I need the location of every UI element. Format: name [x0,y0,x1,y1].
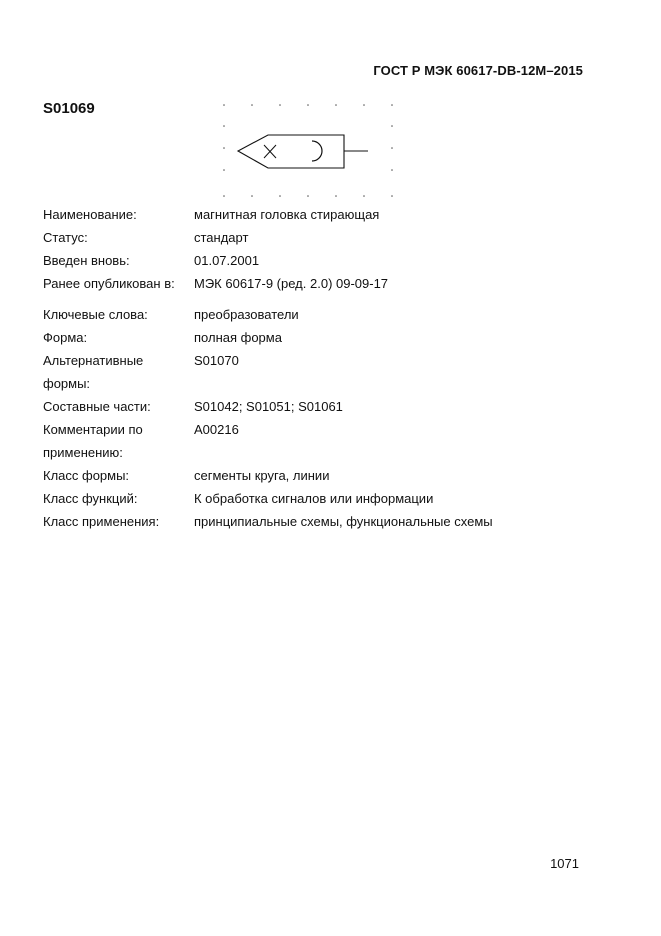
field-value: сегменты круга, линии [194,468,330,483]
field-value: магнитная головка стирающая [194,207,380,222]
field-row [43,249,493,272]
grid-dot [363,195,365,197]
grid-dot [307,195,309,197]
field-row [43,349,493,372]
grid-dot [335,195,337,197]
field-value: A00216 [194,422,239,437]
field-label: применению: [43,445,123,460]
field-row [43,510,493,533]
grid-dot [391,195,393,197]
semicircle-arc [312,141,322,161]
document-header: ГОСТ Р МЭК 60617-DB-12M–2015 [373,63,583,78]
grid-dot [223,125,225,127]
field-label: Форма: [43,330,88,345]
grid-dot [391,147,393,149]
symbol-code: S01069 [43,100,95,117]
field-value: S01070 [194,353,239,368]
field-value: 01.07.2001 [194,253,260,268]
field-value: принципиальные схемы, функциональные схемы [194,514,493,529]
field-row [43,418,493,441]
grid-dot [251,104,253,106]
field-row [43,464,493,487]
field-row [43,272,493,295]
field-label: Альтернативные [43,353,144,368]
grid-dot [223,104,225,106]
field-label: Класс формы: [43,468,130,483]
field-label: Ранее опубликован в: [43,276,175,291]
field-row [43,226,493,249]
field-row [43,303,493,326]
grid-dot [391,104,393,106]
field-label: Статус: [43,230,88,245]
grid-dot [335,104,337,106]
field-value: стандарт [194,230,249,245]
field-value: К обработка сигналов или информации [194,491,434,506]
field-label: формы: [43,376,91,391]
field-value: S01042; S01051; S01061 [194,399,343,414]
field-row [43,326,493,349]
field-row [43,441,493,464]
grid-dot [279,195,281,197]
grid-dot [307,104,309,106]
field-value: полная форма [194,330,282,345]
field-label: Введен вновь: [43,253,130,268]
grid-dot [363,104,365,106]
grid-dot [279,104,281,106]
section-gap [43,295,493,303]
grid-dot [251,195,253,197]
field-label: Комментарии по [43,422,143,437]
grid-dot [223,169,225,171]
field-row [43,395,493,418]
head-outline [238,135,344,168]
field-value: МЭК 60617-9 (ред. 2.0) 09-09-17 [194,276,389,291]
grid-dot [391,169,393,171]
grid-dot [223,147,225,149]
field-label: Класс функций: [43,491,138,506]
grid-dot [223,195,225,197]
field-value: преобразователи [194,307,299,322]
field-label: Наименование: [43,207,137,222]
field-row [43,487,493,510]
attributes-list [43,203,493,533]
page-number: 1071 [550,856,579,871]
field-row [43,203,493,226]
field-row [43,372,493,395]
field-label: Составные части: [43,399,151,414]
grid-dot [391,125,393,127]
erase-head-symbol [218,98,408,200]
field-label: Класс применения: [43,514,160,529]
field-label: Ключевые слова: [43,307,148,322]
